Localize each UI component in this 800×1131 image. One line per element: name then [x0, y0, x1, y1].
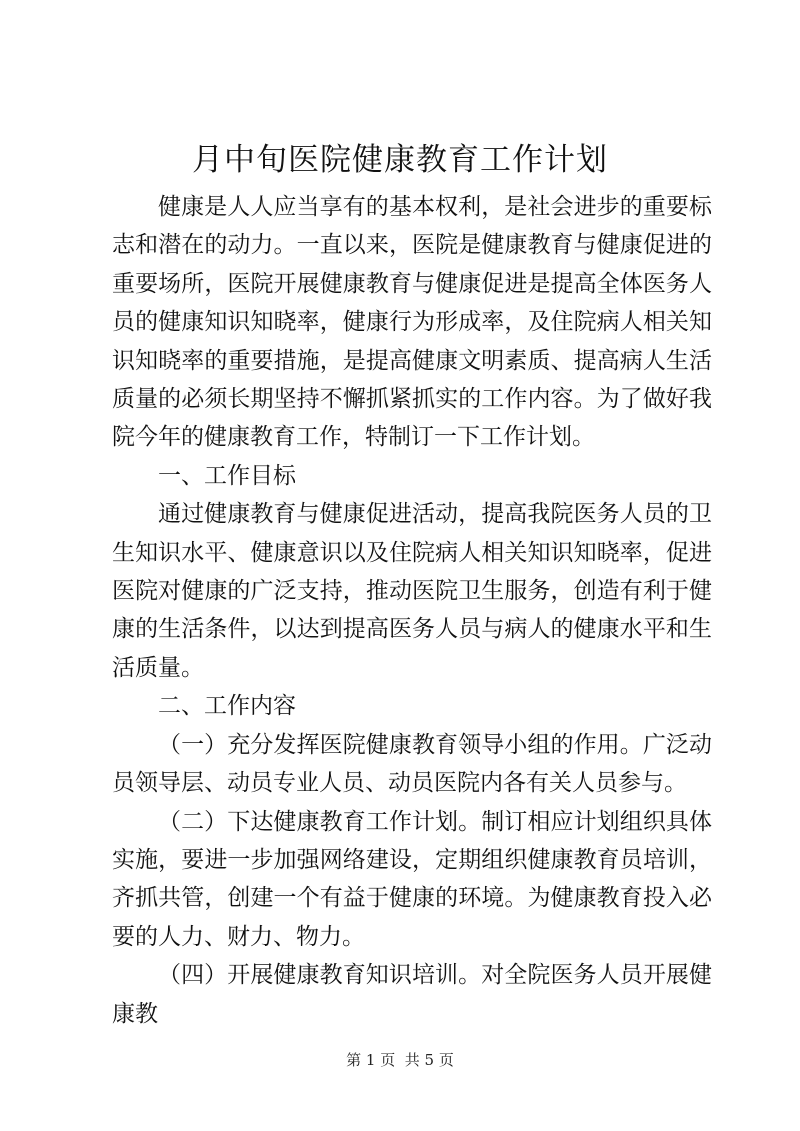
goals-paragraph: 通过健康教育与健康促进活动，提高我院医务人员的卫生知识水平、健康意识以及住院病人相关知识知晓率，促进医院对健康的广泛支持，推动医院卫生服务，创造有利于健康的生活条件，以达到提高医务人员与病人的健康水平和生活质量。 [112, 501, 712, 681]
content-item-2: （二）下达健康教育工作计划。制订相应计划组织具体实施，要进一步加强网络建设，定期组织健康教育员培训，齐抓共管，创建一个有益于健康的环境。为健康教育投入必要的人力、财力、物力。 [112, 808, 712, 950]
intro-paragraph: 健康是人人应当享有的基本权利，是社会进步的重要标志和潜在的动力。一直以来，医院是健康教育与健康促进的重要场所，医院开展健康教育与健康促进是提高全体医务人员的健康知识知晓率，健康行为形成率，及住院病人相关知识知晓率的重要措施，是提高健康文明素质、提高病人生活质量的必须长期坚持不懈抓紧抓实的工作内容。为了做好我院今年的健康教育工作，特制订一下工作计划。 [112, 194, 712, 451]
page-footer [0, 1050, 800, 1070]
section-heading-goals: 一、工作目标 [158, 462, 296, 489]
section-heading-content: 二、工作内容 [158, 693, 296, 720]
document-title: 月中旬医院健康教育工作计划 [192, 142, 608, 178]
content-item-4: （四）开展健康教育知识培训。对全院医务人员开展健康教 [112, 962, 712, 1027]
content-item-1: （一）充分发挥医院健康教育领导小组的作用。广泛动员领导层、动员专业人员、动员医院内各有关人员参与。 [112, 731, 712, 797]
page-number: 第 1 页 共 5 页 [346, 1051, 454, 1069]
document-body [112, 188, 712, 1033]
